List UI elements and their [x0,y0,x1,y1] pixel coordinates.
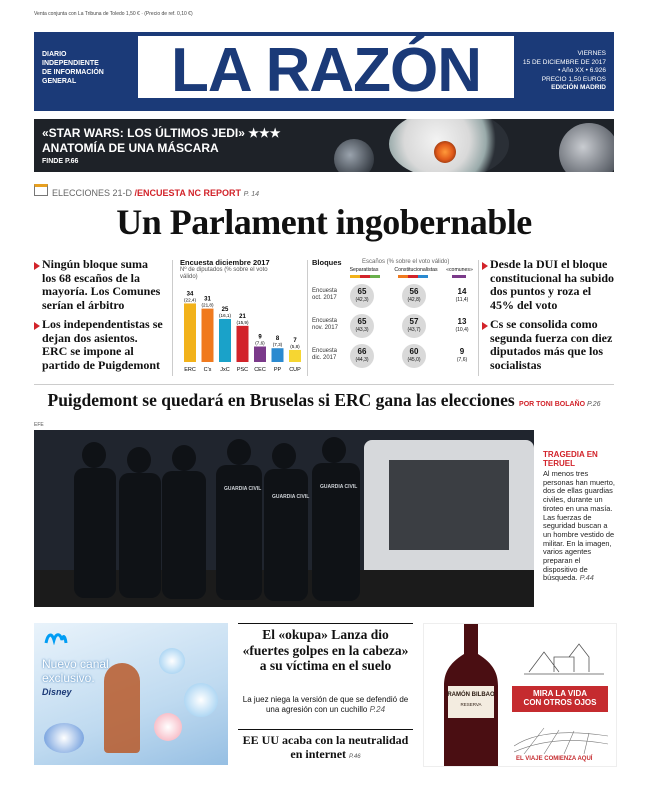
price-note: Venta conjunta con La Tribuna de Toledo 1,50 € · (Precio de ref. 0,10 €) [34,11,193,17]
blocs-subtitle: Escaños (% sobre el voto válido) [362,259,450,265]
bar-PP [272,348,284,362]
divider [172,260,173,376]
bar-value-label: 9 [258,334,262,341]
divider [34,384,614,385]
bar-category-label: JxC [220,367,230,373]
middle-stories [238,623,413,765]
bar-CEC [254,347,266,363]
bar-value-label: 8 [275,336,280,343]
legend-swatch [398,275,408,278]
bubble [159,648,185,674]
bar-percent-label: (22,4) [183,297,197,303]
promo-banner[interactable] [34,119,614,172]
banner-subtitle: ANATOMÍA DE UNA MÁSCARA [42,141,219,155]
bar-category-label: C's [203,367,212,373]
bar-ERC [184,303,196,362]
wine-sub: RESERVA [460,702,482,707]
side-story-body: Al menos tres personas han muerto, dos de ellas guardias civiles, durante un tiroteo en una masía. Las fuerzas de seguridad buscan a un hombre vestido de militar. En la imagen, varios agentes preparan el dispositivo de búsqueda. P.44 [543,469,615,583]
planet-image [559,123,614,172]
photo-credit: EFE [34,422,44,428]
bloc-row-label: Encuesta nov. 2017 [312,318,338,331]
movistar-logo-icon [44,631,68,645]
summary-bullet: Desde la DUI el bloque constitucional ha subido dos puntos y roza el 45% del voto [482,258,616,312]
bar-value-label: 21 [239,313,246,320]
header-separatistas: Separatistas [349,267,379,273]
side-story[interactable] [543,450,615,583]
okupa-headline[interactable]: El «okupa» Lanza dio «fuertes golpes en la cabeza» a su víctima en el suelo [242,627,409,673]
bar-value-label: 31 [204,296,211,303]
bar-percent-label: (7,6) [255,340,265,346]
header-comunes: «comunes» [446,267,473,273]
bar-value-label: 34 [186,291,194,298]
main-headline[interactable]: Un Parlament ingobernable [116,202,532,242]
banner-page: FINDE P.66 [42,158,79,165]
bar-JxC [219,319,231,362]
bloc-value: 65 (42,3) [350,284,374,308]
bar-chart-svg [180,278,305,376]
right-summary [482,258,616,378]
divider [478,260,479,376]
bloc-value: 57 (43,7) [402,314,426,338]
wine-slogan-box: MIRA LA VIDA CON OTROS OJOS [512,686,608,712]
ad-line-2: exclusivo. [42,671,95,685]
agents-silhouettes [34,430,534,607]
bloc-value: 9 (7,6) [456,347,468,363]
bubble [154,713,182,741]
bar-percent-label: (5,8) [290,343,300,349]
bar-percent-label: (7,3) [272,342,283,348]
child-figure [104,663,140,753]
bar-value-label: 7 [293,337,297,344]
bar-category-label: PP [273,367,282,373]
legend-swatch [418,275,428,278]
bar-percent-label: (21,8) [201,302,214,308]
chart-title: Encuesta diciembre 2017 [180,258,270,267]
chart-subtitle: Nº de diputados (% sobre el voto válido) [180,267,268,280]
bubble [44,723,84,753]
summary-bullet: Los independentistas se dejan dos asientos. ERC se impone al partido de Puigdemont [34,318,164,372]
section-label: ELECCIONES 21-D /ENCUESTA NC REPORT P. 14 [52,188,260,198]
usa-headline[interactable]: EE UU acaba con la neutralidad en internet P.46 [242,733,409,761]
svg-text:GUARDIA CIVIL: GUARDIA CIVIL [272,494,310,500]
bloc-row-label: Encuesta oct. 2017 [312,288,338,301]
summary-bullet: Cs se consolida como segunda fuerza con diez diputados más que los socialistas [482,318,616,372]
masthead-tagline: DIARIO INDEPENDIENTE DE INFORMACIÓN GENERAL [42,51,104,85]
secondary-headline[interactable]: Puigdemont se quedará en Bruselas si ERC gana las elecciones POR TONI BOLAÑO P.26 [47,390,601,410]
bar-C's [202,309,214,362]
masthead [34,32,614,111]
masthead-date-info: VIERNES 15 DE DICIEMBRE DE 2017 • Año XX • 6.926 PRECIO 1,50 EUROS EDICIÓN MADRID [522,50,606,91]
movistar-ad[interactable] [34,623,228,765]
ad-line-1: Nuevo canal [42,657,109,671]
legend-swatch [350,275,360,278]
bar-PSC [237,326,249,362]
ballot-box-icon [34,184,48,196]
bloc-value: 60 (45,0) [402,344,426,368]
okupa-deck: La juez niega la versión de que se defendió de una agresión con un cuchillo P.24 [242,695,409,714]
ramon-bilbao-ad[interactable] [423,623,617,767]
bloc-value: 56 (42,8) [402,284,426,308]
summary-bullet: Ningún bloque suma los 68 escaños de la mayoría. Los Comunes serían el árbitro [34,258,164,312]
bloc-row-label: Encuesta dic. 2017 [312,348,338,361]
blocs-table [312,258,477,376]
bar-category-label: PSC [236,367,249,373]
droid-eye [434,141,456,163]
village-sketch [524,632,604,680]
newspaper-logo[interactable]: LA RAZÓN [138,36,514,98]
seat-chart [180,258,305,376]
bloc-value: 14 (11,4) [455,287,469,303]
bar-category-label: CUP [289,367,301,373]
svg-text:GUARDIA CIVIL: GUARDIA CIVIL [320,484,358,490]
wine-tagline: EL VIAJE COMIENZA AQUÍ [516,756,593,762]
bar-value-label: 25 [221,306,229,313]
bar-CUP [289,350,301,362]
news-photo[interactable] [34,430,534,607]
svg-text:GUARDIA CIVIL: GUARDIA CIVIL [224,486,262,492]
wine-brand: RAMÓN BILBAO [447,692,495,698]
header-constitucionalistas: Constitucionalistas [394,267,438,273]
bar-category-label: CEC [254,367,266,373]
bar-category-label: ERC [184,367,196,373]
bar-percent-label: (15,9) [236,319,249,325]
vineyard-sketch [514,716,608,754]
side-story-heading: TRAGEDIA EN TERUEL [543,450,598,468]
bloc-value: 65 (43,3) [350,314,374,338]
divider [307,260,308,376]
legend-swatch [452,275,466,278]
disney-logo: Disney [42,687,72,697]
legend-swatch [408,275,418,278]
planet-image [334,139,374,172]
legend-swatch [360,275,370,278]
left-summary [34,258,164,378]
banner-title: «STAR WARS: LOS ÚLTIMOS JEDI» ★★★ [42,126,281,140]
bar-percent-label: (16,1) [218,312,232,318]
blocs-title: Bloques [312,258,342,267]
legend-swatch [370,275,380,278]
bloc-value: 13 (10,4) [455,317,469,333]
bubble [184,683,218,717]
bloc-value: 66 (44,3) [350,344,374,368]
